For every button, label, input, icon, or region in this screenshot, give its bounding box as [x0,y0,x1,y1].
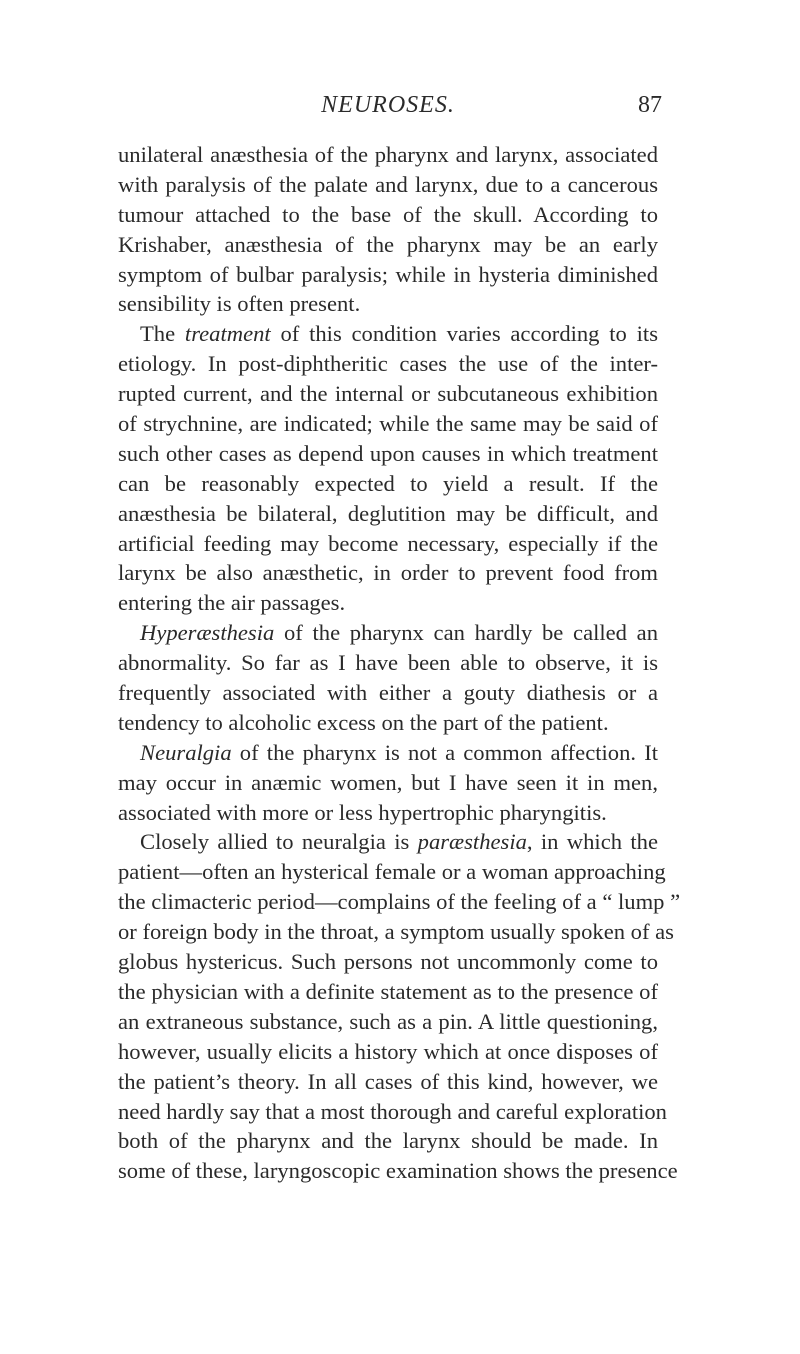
italic-term: treatment [184,321,271,347]
text-line [118,558,658,588]
text-line [118,738,658,768]
line-text: both of the pharynx and the larynx should be made. In [118,1128,658,1154]
text-line [118,1156,678,1186]
text-line [118,200,658,230]
text-line [118,409,658,439]
line-text: such other cases as depend upon causes in which treatment [118,440,658,466]
italic-term: Neuralgia [140,739,232,765]
line-text: however, usually elicits a history which at once disposes of [118,1038,658,1064]
line-text: rupted current, and the internal or subcutaneous exhibition [118,381,658,407]
running-head [118,92,662,122]
line-text: The [140,321,185,347]
text-line [118,648,658,678]
text-line [118,529,658,559]
text-line [118,827,658,857]
line-text: , in which the [526,829,658,855]
text-line [118,768,658,798]
line-text: of the pharynx can hardly be called an [274,620,658,646]
line-text: some of these, laryngoscopic examination shows the presence [118,1158,678,1184]
text-line [118,798,658,828]
text-line [118,439,658,469]
text-line [118,1037,658,1067]
line-text: unilateral anæsthesia of the pharynx and larynx, associated [118,142,658,167]
text-line [118,469,658,499]
line-text: the physician with a definite statement as to the presence of [118,978,658,1004]
text-line [118,947,658,977]
line-text: may occur in anæmic women, but I have seen it in men, [118,769,658,795]
line-text: larynx be also anæsthetic, in order to prevent food from [118,560,658,586]
line-text: frequently associated with either a gouty diathesis or a [118,680,658,706]
line-text: the patient’s theory. In all cases of this kind, however, we [118,1068,658,1094]
line-text: tendency to alcoholic excess on the part of the patient. [118,709,609,735]
line-text: sensibility is often present. [118,291,361,317]
line-text: symptom of bulbar paralysis; while in hysteria diminished [118,261,658,287]
text-line [118,1007,658,1037]
line-text: or foreign body in the throat, a symptom usually spoken of as [118,919,674,945]
text-line [118,289,658,319]
line-text: abnormality. So far as I have been able to observe, it is [118,650,658,676]
text-line [118,140,658,170]
text-line [118,1097,667,1127]
line-text: need hardly say that a most thorough and careful exploration [118,1098,667,1124]
line-text: of the pharynx is not a common affection. It [231,739,658,765]
line-text: the climacteric period—complains of the feeling of a “ lump ” [118,889,681,915]
line-text: of strychnine, are indicated; while the same may be said of [118,411,658,437]
line-text: etiology. In post-diphtheritic cases the use of the inter- [118,351,658,377]
text-line [118,887,681,917]
text-line [118,977,658,1007]
line-text: patient—often an hysterical female or a woman approaching [118,859,666,885]
text-line [118,1067,658,1097]
line-text: of this condition varies according to its [270,321,658,347]
text-line [118,499,658,529]
line-text: associated with more or less hypertrophic pharyngitis. [118,799,607,825]
line-text: globus hystericus. Such persons not uncommonly come to [118,949,658,975]
text-line [118,588,658,618]
text-line [118,618,658,648]
text-line [118,260,658,290]
text-line [118,319,658,349]
body-text [118,140,681,1186]
text-line [118,230,658,260]
text-line [118,349,658,379]
text-line [118,379,658,409]
italic-term: Hyperæsthesia [140,620,275,646]
text-line [118,678,658,708]
text-line [118,170,658,200]
line-text: tumour attached to the base of the skull. According to [118,201,658,227]
line-text: can be reasonably expected to yield a result. If the [118,470,658,496]
text-line [118,857,666,887]
text-line [118,917,674,947]
page-number: 87 [638,92,662,118]
line-text: anæsthesia be bilateral, deglutition may be difficult, and [118,500,658,526]
line-text: Krishaber, anæsthesia of the pharynx may be an early [118,231,658,257]
italic-term: paræsthesia [417,829,527,855]
running-title: NEUROSES. [321,92,455,118]
line-text: artificial feeding may become necessary, especially if the [118,530,658,556]
line-text: an extraneous substance, such as a pin. A little questioning, [118,1008,658,1034]
line-text: Closely allied to neuralgia is [140,829,418,855]
line-text: with paralysis of the palate and larynx, due to a cancerous [118,171,658,197]
line-text: entering the air passages. [118,590,346,616]
text-line [118,708,658,738]
text-line [118,1126,658,1156]
